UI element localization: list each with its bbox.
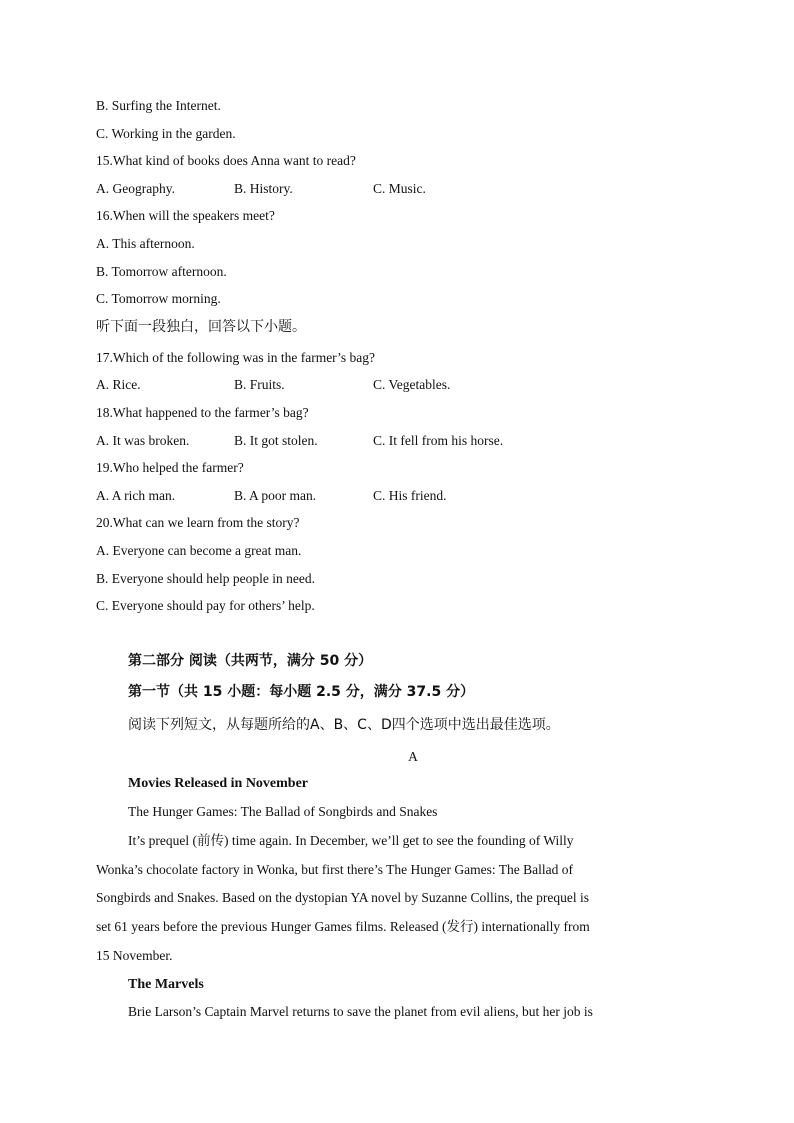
- q18-option-a: A. It was broken.: [96, 433, 190, 448]
- movie2-line: Brie Larson’s Captain Marvel returns to save the planet from evil aliens, but her job is: [128, 1004, 593, 1019]
- q19-option-c: C. His friend.: [373, 488, 447, 503]
- q17-option-b: B. Fruits.: [234, 377, 285, 392]
- passage-letter: A: [408, 749, 418, 764]
- q15-option-c: C. Music.: [373, 181, 426, 196]
- movie1-line: It’s prequel (前传) time again. In December, we’ll get to see the founding of Willy: [128, 833, 574, 848]
- movie1-line: set 61 years before the previous Hunger Games films. Released (发行) internationally from: [96, 919, 590, 934]
- movie1-title: The Hunger Games: The Ballad of Songbirds and Snakes: [128, 804, 438, 819]
- q18-option-c: C. It fell from his horse.: [373, 433, 504, 448]
- q16-option-c: C. Tomorrow morning.: [96, 291, 221, 306]
- q19-option-b: B. A poor man.: [234, 488, 317, 503]
- q18-option-b: B. It got stolen.: [234, 433, 318, 448]
- movie1-line: Songbirds and Snakes. Based on the dystopian YA novel by Suzanne Collins, the prequel is: [96, 890, 589, 905]
- movie1-line: 15 November.: [96, 948, 173, 963]
- monologue-instruction: 听下面一段独白，回答以下小题。: [96, 319, 306, 335]
- q17-question: 17.Which of the following was in the farmer’s bag?: [96, 350, 376, 365]
- q14-option-b: B. Surfing the Internet.: [96, 98, 221, 113]
- q20-option-b: B. Everyone should help people in need.: [96, 571, 315, 586]
- q15-question: 15.What kind of books does Anna want to read?: [96, 153, 356, 168]
- q17-option-a: A. Rice.: [96, 377, 141, 392]
- movie2-title: The Marvels: [128, 977, 204, 992]
- q14-option-c: C. Working in the garden.: [96, 126, 236, 141]
- section1-heading: 第一节（共 15 小题：每小题 2.5 分，满分 37.5 分）: [128, 684, 475, 700]
- reading-instructions: 阅读下列短文，从每题所给的A、B、C、D四个选项中选出最佳选项。: [128, 717, 560, 733]
- q16-question: 16.When will the speakers meet?: [96, 208, 275, 223]
- q16-option-a: A. This afternoon.: [96, 236, 195, 251]
- q20-question: 20.What can we learn from the story?: [96, 515, 300, 530]
- q17-option-c: C. Vegetables.: [373, 377, 451, 392]
- q19-question: 19.Who helped the farmer?: [96, 460, 244, 475]
- q15-option-a: A. Geography.: [96, 181, 175, 196]
- q20-option-c: C. Everyone should pay for others’ help.: [96, 598, 315, 613]
- q16-option-b: B. Tomorrow afternoon.: [96, 264, 227, 279]
- q20-option-a: A. Everyone can become a great man.: [96, 543, 302, 558]
- part2-heading: 第二部分 阅读（共两节，满分 50 分）: [128, 653, 373, 669]
- q19-option-a: A. A rich man.: [96, 488, 176, 503]
- passage-title: Movies Released in November: [128, 776, 309, 791]
- movie1-line: Wonka’s chocolate factory in Wonka, but first there’s The Hunger Games: The Ballad of: [96, 862, 573, 877]
- q15-option-b: B. History.: [234, 181, 293, 196]
- q18-question: 18.What happened to the farmer’s bag?: [96, 405, 309, 420]
